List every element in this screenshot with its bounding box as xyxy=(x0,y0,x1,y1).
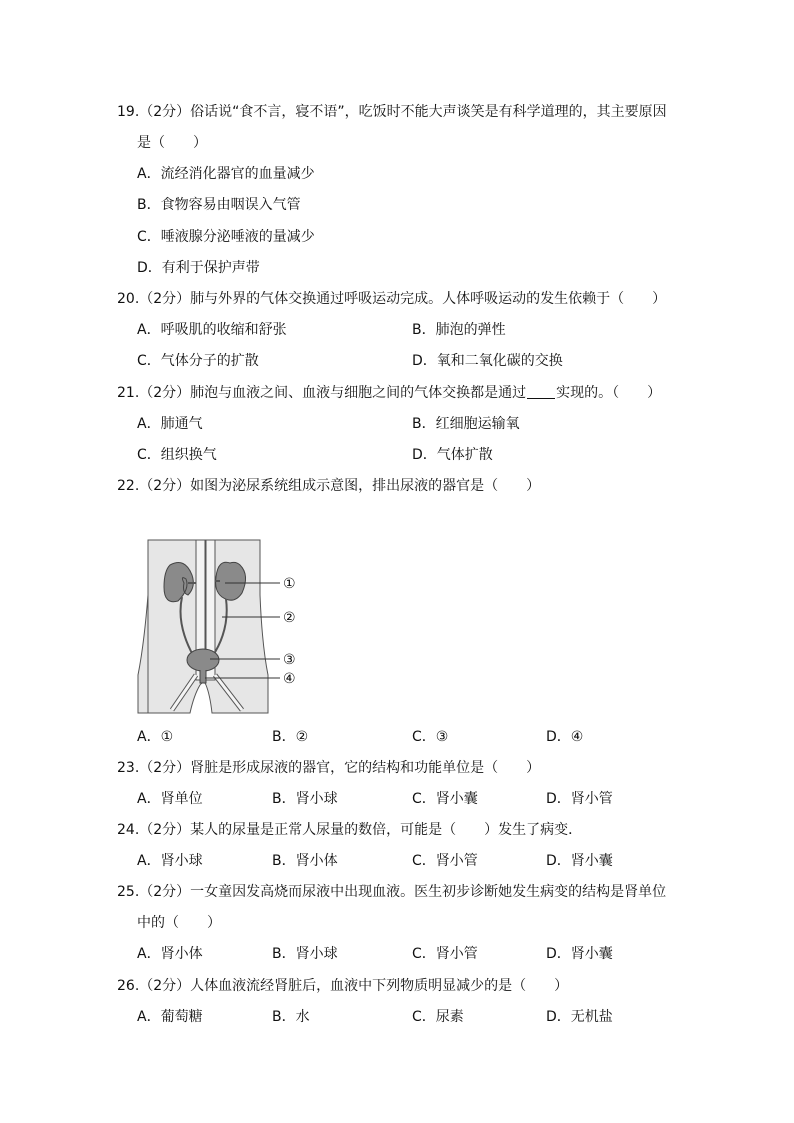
question-25-stem-line-2: 中的（ ） xyxy=(137,915,221,931)
question-19-option-a[interactable]: A．流经消化器官的血量减少 xyxy=(137,166,315,182)
figure-label-1: ① xyxy=(283,576,296,592)
question-26-stem: 26.（2分）人体血液流经肾脏后，血液中下列物质明显减少的是（ ） xyxy=(117,978,569,994)
question-19-option-c[interactable]: C．唾液腺分泌唾液的量减少 xyxy=(137,229,315,245)
question-22-option-d[interactable]: D．④ xyxy=(546,729,584,745)
question-21-option-c[interactable]: C．组织换气 xyxy=(137,447,217,463)
bladder xyxy=(187,649,219,671)
question-24-option-a[interactable]: A．肾小球 xyxy=(137,853,203,869)
figure-label-3: ③ xyxy=(283,652,296,668)
urethra xyxy=(200,670,206,683)
question-25-stem-line-1: 25.（2分）一女童因发高烧而尿液中出现血液。医生初步诊断她发生病变的结构是肾单位 xyxy=(117,884,667,900)
question-19-stem-line-2: 是（ ） xyxy=(137,135,207,151)
fill-in-blank xyxy=(527,384,555,399)
question-21-option-a[interactable]: A．肺通气 xyxy=(137,416,203,432)
question-26-option-a[interactable]: A．葡萄糖 xyxy=(137,1009,203,1025)
question-25-option-c[interactable]: C．肾小管 xyxy=(412,946,478,962)
figure-label-4: ④ xyxy=(283,671,296,687)
question-20-option-a[interactable]: A．呼吸肌的收缩和舒张 xyxy=(137,322,287,338)
question-24-stem: 24.（2分）某人的尿量是正常人尿量的数倍，可能是（ ）发生了病变． xyxy=(117,822,583,838)
question-26-option-b[interactable]: B．水 xyxy=(272,1009,310,1025)
question-24-option-c[interactable]: C．肾小管 xyxy=(412,853,478,869)
question-21-option-b[interactable]: B．红细胞运输氧 xyxy=(412,416,520,432)
question-23-option-b[interactable]: B．肾小球 xyxy=(272,791,338,807)
question-19-option-d[interactable]: D．有利于保护声带 xyxy=(137,260,260,276)
question-20-option-d[interactable]: D．氧和二氧化碳的交换 xyxy=(412,353,563,369)
question-22-option-a[interactable]: A．① xyxy=(137,729,174,745)
question-23-option-d[interactable]: D．肾小管 xyxy=(546,791,613,807)
question-20-option-c[interactable]: C．气体分子的扩散 xyxy=(137,353,259,369)
figure-label-2: ② xyxy=(283,610,296,626)
question-26-option-d[interactable]: D．无机盐 xyxy=(546,1009,613,1025)
question-20-stem: 20.（2分）肺与外界的气体交换通过呼吸运动完成。人体呼吸运动的发生依赖于（ ） xyxy=(117,291,667,307)
question-21-stem xyxy=(117,383,661,403)
question-22-option-b[interactable]: B．② xyxy=(272,729,309,745)
question-21-stem-before-blank: 21.（2分）肺泡与血液之间、血液与细胞之间的气体交换都是通过 xyxy=(117,385,527,401)
question-23-option-c[interactable]: C．肾小囊 xyxy=(412,791,478,807)
question-26-option-c[interactable]: C．尿素 xyxy=(412,1009,464,1025)
question-25-option-b[interactable]: B．肾小球 xyxy=(272,946,338,962)
right-kidney xyxy=(216,562,246,600)
question-21-stem-after-blank: 实现的。（ ） xyxy=(556,385,662,401)
question-25-option-a[interactable]: A．肾小体 xyxy=(137,946,203,962)
question-24-option-b[interactable]: B．肾小体 xyxy=(272,853,338,869)
question-22-stem: 22.（2分）如图为泌尿系统组成示意图，排出尿液的器官是（ ） xyxy=(117,478,541,494)
question-23-stem: 23.（2分）肾脏是形成尿液的器官，它的结构和功能单位是（ ） xyxy=(117,760,541,776)
question-25-option-d[interactable]: D．肾小囊 xyxy=(546,946,613,962)
question-21-option-d[interactable]: D．气体扩散 xyxy=(412,447,493,463)
question-19-option-b[interactable]: B．食物容易由咽误入气管 xyxy=(137,197,301,213)
question-20-option-b[interactable]: B．肺泡的弹性 xyxy=(412,322,506,338)
urinary-system-figure xyxy=(130,535,310,715)
question-24-option-d[interactable]: D．肾小囊 xyxy=(546,853,613,869)
question-19-stem-line-1: 19.（2分）俗话说“食不言，寝不语”，吃饭时不能大声谈笑是有科学道理的，其主要原因 xyxy=(117,104,667,120)
question-22-option-c[interactable]: C．③ xyxy=(412,729,449,745)
question-23-option-a[interactable]: A．肾单位 xyxy=(137,791,203,807)
